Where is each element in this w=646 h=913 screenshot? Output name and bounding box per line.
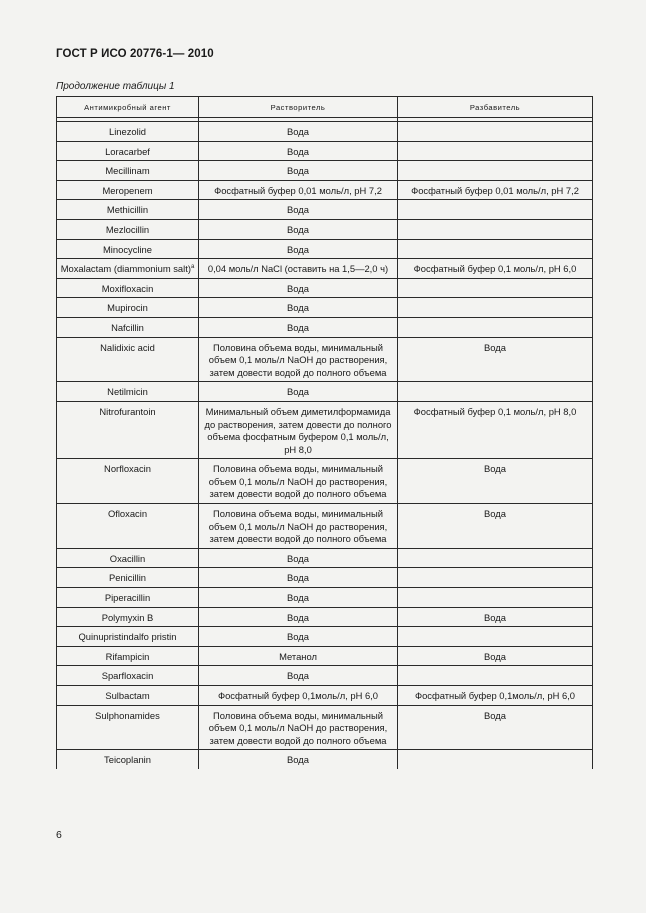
cell-agent — [57, 750, 199, 769]
cell-diluent — [398, 705, 593, 750]
cell-agent — [57, 278, 199, 298]
cell-agent — [57, 200, 199, 220]
cell-diluent — [398, 750, 593, 769]
cell-solvent — [199, 459, 398, 504]
solvent-text: Вода — [287, 165, 309, 177]
page-number: 6 — [56, 829, 62, 841]
agent-text: Methicillin — [106, 204, 149, 216]
cell-solvent — [199, 588, 398, 608]
table-row — [57, 161, 593, 181]
cell-diluent — [398, 317, 593, 337]
cell-solvent — [199, 401, 398, 458]
table-header-row — [57, 97, 593, 118]
cell-solvent — [199, 317, 398, 337]
agent-text: Oxacillin — [109, 552, 146, 564]
cell-agent — [57, 568, 199, 588]
diluent-text: Вода — [484, 611, 506, 623]
agent-text: Teicoplanin — [104, 754, 151, 766]
cell-agent — [57, 219, 199, 239]
solvent-text: Вода — [287, 223, 309, 235]
antimicrobial-table — [56, 96, 593, 769]
agent-text: Polymyxin B — [101, 611, 154, 623]
cell-diluent — [398, 401, 593, 458]
cell-agent — [57, 161, 199, 181]
table-row — [57, 219, 593, 239]
table-row — [57, 504, 593, 549]
cell-agent — [57, 239, 199, 259]
solvent-text: Вода — [287, 243, 309, 255]
cell-agent — [57, 705, 199, 750]
agent-text: Loracarbef — [105, 145, 150, 157]
table-row — [57, 200, 593, 220]
agent-text: Sulphonamides — [95, 709, 160, 721]
cell-agent — [57, 298, 199, 318]
diluent-text: Фосфатный буфер 0,01 моль/л, рН 7,2 — [411, 184, 579, 196]
diluent-text: Вода — [484, 650, 506, 662]
column-header-agent: Антимикробный агент — [57, 97, 199, 118]
solvent-text: Вода — [287, 204, 309, 216]
cell-agent — [57, 317, 199, 337]
solvent-text: Вода — [287, 321, 309, 333]
agent-text: Piperacillin — [104, 592, 151, 604]
diluent-text: Вода — [484, 463, 506, 475]
cell-solvent — [199, 666, 398, 686]
cell-agent — [57, 504, 199, 549]
cell-diluent — [398, 588, 593, 608]
solvent-text: Вода — [287, 631, 309, 643]
solvent-text: Вода — [287, 126, 309, 137]
cell-solvent — [199, 239, 398, 259]
cell-diluent — [398, 382, 593, 402]
agent-text: Quinupristindalfo pristin — [78, 631, 177, 643]
solvent-text: Вода — [287, 145, 309, 157]
table-body — [57, 118, 593, 769]
agent-text: Linezolid — [108, 126, 146, 137]
cell-diluent — [398, 141, 593, 161]
table-row — [57, 646, 593, 666]
solvent-text: 0,04 моль/л NaCl (оставить на 1,5—2,0 ч) — [207, 263, 389, 275]
agent-text: Minocycline — [103, 243, 152, 255]
solvent-text: Половина объема воды, минимальный объем 0,1 моль/л NaOH до растворения, затем довести водой до полного объема — [208, 508, 388, 545]
diluent-text: Вода — [484, 709, 506, 721]
cell-solvent — [199, 646, 398, 666]
cell-diluent — [398, 504, 593, 549]
agent-text: Nitrofurantoin — [99, 405, 156, 417]
cell-diluent — [398, 239, 593, 259]
agent-text: Mupirocin — [107, 302, 148, 314]
table-row — [57, 686, 593, 706]
agent-text: Penicillin — [109, 572, 146, 584]
cell-solvent — [199, 568, 398, 588]
agent-text: Sparfloxacin — [101, 670, 154, 682]
cell-solvent — [199, 278, 398, 298]
cell-agent — [57, 141, 199, 161]
cell-diluent — [398, 568, 593, 588]
cell-agent — [57, 686, 199, 706]
cell-solvent — [199, 259, 398, 279]
agent-text: Moxifloxacin — [101, 282, 154, 294]
cell-solvent — [199, 750, 398, 769]
solvent-text: Половина объема воды, минимальный объем 0,1 моль/л NaOH до растворения, затем довести водой до полного объема — [208, 709, 388, 746]
table-row — [57, 278, 593, 298]
cell-solvent — [199, 219, 398, 239]
table-row — [57, 239, 593, 259]
agent-text: Nalidixic acid — [100, 341, 155, 353]
cell-solvent — [199, 686, 398, 706]
document-header: ГОСТ Р ИСО 20776-1— 2010 — [56, 48, 214, 60]
table-row — [57, 298, 593, 318]
cell-solvent — [199, 548, 398, 568]
table-row — [57, 259, 593, 279]
cell-diluent — [398, 666, 593, 686]
solvent-text: Вода — [287, 670, 309, 682]
cell-agent — [57, 337, 199, 382]
cell-diluent — [398, 548, 593, 568]
agent-text: Ofloxacin — [107, 508, 148, 520]
cell-agent — [57, 646, 199, 666]
cell-diluent — [398, 219, 593, 239]
diluent-text: Фосфатный буфер 0,1моль/л, рН 6,0 — [414, 690, 576, 701]
cell-diluent — [398, 278, 593, 298]
cell-agent — [57, 180, 199, 200]
cell-diluent — [398, 686, 593, 706]
cell-solvent — [199, 180, 398, 200]
table-row — [57, 337, 593, 382]
table-row — [57, 180, 593, 200]
solvent-text: Фосфатный буфер 0,1моль/л, рН 6,0 — [217, 690, 379, 701]
solvent-text: Вода — [287, 282, 309, 294]
table-row — [57, 750, 593, 769]
cell-solvent — [199, 382, 398, 402]
agent-text: Rifampicin — [105, 650, 150, 662]
cell-agent — [57, 666, 199, 686]
footnote-marker: a — [190, 264, 195, 271]
cell-solvent — [199, 122, 398, 142]
agent-text: Netilmicin — [107, 386, 148, 398]
agent-text: Norfloxacin — [104, 463, 151, 475]
table-row — [57, 401, 593, 458]
table-row — [57, 568, 593, 588]
column-header-solvent: Растворитель — [199, 97, 398, 118]
agent-text: Mezlocillin — [105, 223, 150, 235]
solvent-text: Минимальный объем диметилформамида до растворения, затем довести до полного объема фосфатным буфером 0,1 моль/л, рН 8,0 — [204, 405, 392, 455]
cell-diluent — [398, 161, 593, 181]
solvent-text: Вода — [287, 592, 309, 604]
cell-agent — [57, 122, 199, 142]
diluent-text: Фосфатный буфер 0,1 моль/л, рН 8,0 — [413, 405, 577, 417]
table-row — [57, 122, 593, 142]
diluent-text: Вода — [484, 508, 506, 520]
cell-diluent — [398, 459, 593, 504]
agent-text: Moxalactam (diammonium salt) — [60, 263, 191, 275]
cell-solvent — [199, 200, 398, 220]
cell-solvent — [199, 705, 398, 750]
solvent-text: Половина объема воды, минимальный объем 0,1 моль/л NaOH до растворения, затем довести водой до полного объема — [208, 463, 388, 500]
solvent-text: Вода — [287, 302, 309, 314]
cell-solvent — [199, 627, 398, 647]
agent-text: Sulbactam — [105, 690, 150, 701]
cell-solvent — [199, 141, 398, 161]
cell-diluent — [398, 122, 593, 142]
table-row — [57, 607, 593, 627]
solvent-text: Вода — [287, 386, 309, 398]
cell-agent — [57, 401, 199, 458]
cell-diluent — [398, 200, 593, 220]
agent-text: Nafcillin — [111, 321, 144, 333]
cell-agent — [57, 459, 199, 504]
cell-agent — [57, 607, 199, 627]
cell-solvent — [199, 161, 398, 181]
table-row — [57, 705, 593, 750]
table-row — [57, 382, 593, 402]
solvent-text: Вода — [287, 552, 309, 564]
table-row — [57, 666, 593, 686]
solvent-text: Фосфатный буфер 0,01 моль/л, рН 7,2 — [214, 184, 382, 196]
cell-agent — [57, 382, 199, 402]
table-row — [57, 588, 593, 608]
table-caption: Продолжение таблицы 1 — [56, 81, 175, 92]
agent-text: Meropenem — [102, 184, 153, 196]
diluent-text: Вода — [484, 341, 506, 353]
cell-diluent — [398, 298, 593, 318]
cell-diluent — [398, 627, 593, 647]
cell-diluent — [398, 259, 593, 279]
solvent-text: Вода — [287, 754, 309, 766]
table-row — [57, 317, 593, 337]
cell-agent — [57, 259, 199, 279]
table-row — [57, 141, 593, 161]
column-header-diluent: Разбавитель — [398, 97, 593, 118]
cell-solvent — [199, 298, 398, 318]
cell-agent — [57, 548, 199, 568]
cell-solvent — [199, 337, 398, 382]
solvent-text: Вода — [287, 572, 309, 584]
table-row — [57, 459, 593, 504]
table-row — [57, 627, 593, 647]
agent-text: Mecillinam — [105, 165, 150, 177]
cell-diluent — [398, 337, 593, 382]
cell-diluent — [398, 607, 593, 627]
diluent-text: Фосфатный буфер 0,1 моль/л, рН 6,0 — [413, 263, 577, 275]
cell-solvent — [199, 504, 398, 549]
cell-diluent — [398, 646, 593, 666]
table-row — [57, 548, 593, 568]
solvent-text: Половина объема воды, минимальный объем 0,1 моль/л NaOH до растворения, затем довести водой до полного объема — [208, 341, 388, 378]
cell-agent — [57, 627, 199, 647]
cell-agent — [57, 588, 199, 608]
cell-diluent — [398, 180, 593, 200]
cell-solvent — [199, 607, 398, 627]
solvent-text: Вода — [287, 611, 309, 623]
solvent-text: Метанол — [279, 650, 317, 662]
